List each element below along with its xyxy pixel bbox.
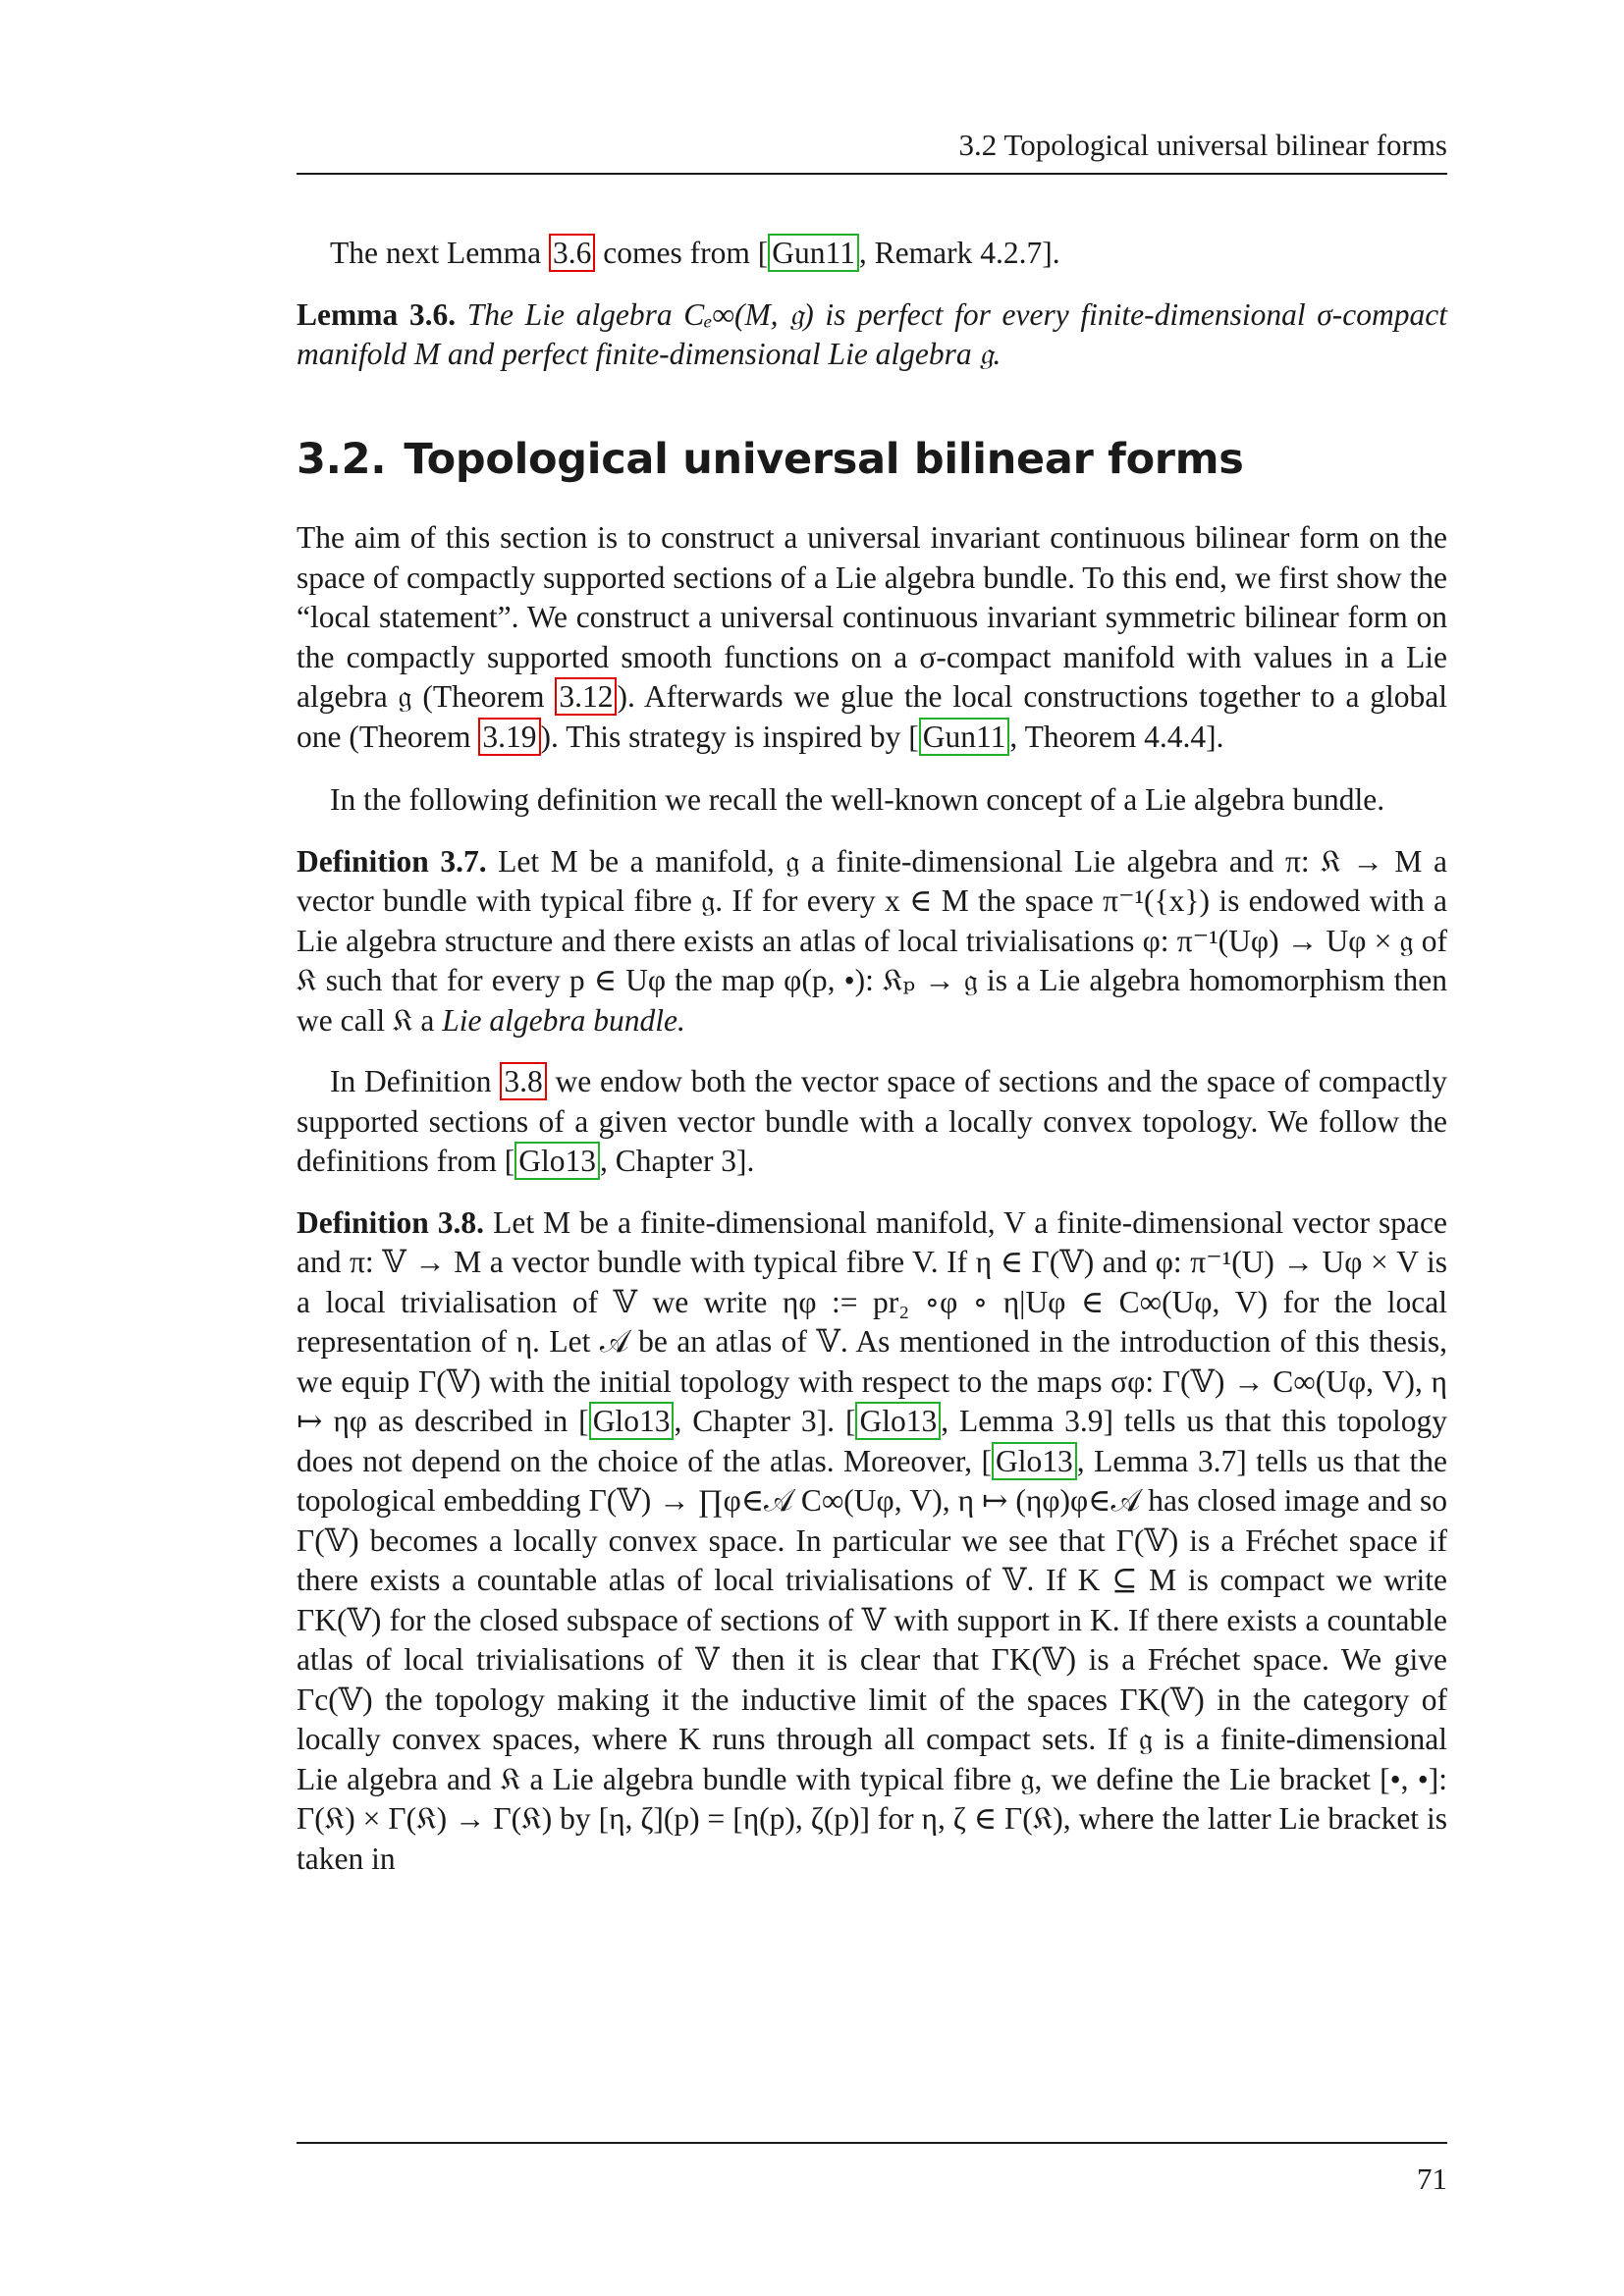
- intro-block: [297, 234, 1447, 375]
- header-rule: [297, 173, 1447, 175]
- definition-3-8-text-1: Let M be a finite-dimensional manifold, V a finite-dimensional vector space and π: 𝕍 → M a vector bundle with typical fibre V. If η ∈ Γ(𝕍) and φ: π⁻¹(U) → Uφ × V is a local trivialisation of 𝕍 we write ηφ := pr₂ ∘φ ∘ η|Uφ ∈ C∞(Uφ, V) for the local representation of η. Let 𝒜 be an atlas of 𝕍. As mentioned in the introduction of this thesis, we equip Γ(𝕍) with the initial topology with respect to the maps σφ: Γ(𝕍) → C∞(Uφ, V), η ↦ ηφ as described in [: [297, 1204, 1447, 1438]
- lemma-label: Lemma 3.6.: [297, 296, 457, 332]
- definition-3-8-text-2: , Chapter 3]. [: [674, 1404, 856, 1438]
- lemma-3-6: [297, 295, 1447, 375]
- def38-intro-text-3: , Chapter 3].: [599, 1144, 755, 1178]
- lemma-statement: The Lie algebra Cₑ∞(M, 𝔤) is perfect for every finite-dimensional σ-compact manifold M and perfect finite-dimensional Lie algebra 𝔤.: [297, 296, 1447, 371]
- intro-text-3: , Remark 4.2.7].: [858, 236, 1060, 270]
- theorem-3-12-link[interactable]: 3.12: [555, 677, 617, 716]
- section-heading: [297, 432, 1447, 487]
- section-title: Topological universal bilinear forms: [404, 435, 1244, 484]
- footer-rule: [297, 2142, 1447, 2144]
- citation-gun11-link[interactable]: Gun11: [768, 234, 859, 272]
- def38-intro-paragraph: [297, 1062, 1447, 1182]
- definition-3-8: [297, 1203, 1447, 1880]
- aim-text-2: ). Afterwards we glue the local constructions together to a global one (Theorem: [297, 679, 1448, 754]
- citation-glo13-link-4[interactable]: Glo13: [992, 1442, 1077, 1480]
- definition-3-8-label: Definition 3.8.: [297, 1204, 485, 1240]
- def38-intro-text-2: we endow both the vector space of sections and the space of compactly supported sections of a given vector bundle with a locally convex topology. We follow the definitions from [: [297, 1064, 1447, 1178]
- intro-text-1: The next Lemma: [330, 236, 550, 270]
- citation-glo13-link[interactable]: Glo13: [514, 1142, 600, 1180]
- aim-paragraph: [297, 518, 1447, 757]
- definition-3-8-text-4: , Lemma 3.7] tells us that the topological embedding Γ(𝕍) → ∏φ∈𝒜 C∞(Uφ, V), η ↦ (ηφ)φ∈𝒜 has closed image and so Γ(𝕍) becomes a locally convex space. In particular we see that Γ(𝕍) is a Fréchet space if there exists a countable atlas of local trivialisations of 𝕍. If K ⊆ M is compact we write ΓK(𝕍) for the closed subspace of sections of 𝕍 with support in K. If there exists a countable atlas of local trivialisations of 𝕍 then it is clear that ΓK(𝕍) is a Fréchet space. We give Γc(𝕍) the topology making it the inductive limit of the spaces ΓK(𝕍) in the category of locally convex spaces, where K runs through all compact sets. If 𝔤 is a finite-dimensional Lie algebra and 𝔎 a Lie algebra bundle with typical fibre 𝔤, we define the Lie bracket [•, •]: Γ(𝔎) × Γ(𝔎) → Γ(𝔎) by [η, ζ](p) = [η(p), ζ(p)] for η, ζ ∈ Γ(𝔎), where the latter Lie bracket is taken in: [297, 1443, 1448, 1876]
- citation-glo13-link-2[interactable]: Glo13: [589, 1402, 675, 1440]
- citation-gun11-link-2[interactable]: Gun11: [919, 718, 1010, 756]
- intro-paragraph: The next Lemma 3.6 comes from [ Gun11 , Remark 4.2.7].: [330, 236, 1060, 270]
- page-number: 71: [1417, 2162, 1447, 2196]
- aim-text-1: The aim of this section is to construct a universal invariant continuous bilinear form on the space of compactly supported sections of a Lie algebra bundle. To this end, we first show the “local statement”. We construct a universal continuous invariant symmetric bilinear form on the compactly supported smooth functions on a σ-compact manifold with values in a Lie algebra 𝔤 (Theorem: [297, 520, 1447, 714]
- definition-3-7-label: Definition 3.7.: [297, 843, 487, 879]
- intro-text-2: comes from: [595, 236, 758, 270]
- def38-intro-text-1: In Definition: [330, 1064, 501, 1098]
- aim-text-4: , Theorem 4.4.4].: [1009, 719, 1224, 754]
- section-number: 3.2.: [297, 435, 387, 484]
- body-block: [297, 518, 1447, 1879]
- citation-glo13-link-3[interactable]: Glo13: [855, 1402, 941, 1440]
- definition-3-7: [297, 842, 1447, 1041]
- running-header: 3.2 Topological universal bilinear forms: [958, 128, 1447, 162]
- theorem-3-19-link[interactable]: 3.19: [478, 718, 540, 756]
- definition-3-8-link[interactable]: 3.8: [500, 1062, 546, 1100]
- following-paragraph: In the following definition we recall the well-known concept of a Lie algebra bundle.: [330, 782, 1385, 817]
- aim-text-3: ). This strategy is inspired by [: [540, 719, 919, 754]
- definition-3-7-term: Lie algebra bundle.: [442, 1002, 685, 1038]
- definition-3-7-text: Let M be a manifold, 𝔤 a finite-dimensional Lie algebra and π: 𝔎 → M a vector bundle with typical fibre 𝔤. If for every x ∈ M the space π⁻¹({x}) is endowed with a Lie algebra structure and there exists an atlas of local trivialisations φ: π⁻¹(Uφ) → Uφ × 𝔤 of 𝔎 such that for every p ∈ Uφ the map φ(p, •): 𝔎ₚ → 𝔤 is a Lie algebra homomorphism then we call 𝔎 a: [297, 843, 1447, 1038]
- definition-3-8-text-3: , Lemma 3.9] tells us that this topology does not depend on the choice of the atlas. Moreover, [: [297, 1404, 1447, 1478]
- lemma-3-6-link[interactable]: 3.6: [549, 234, 595, 272]
